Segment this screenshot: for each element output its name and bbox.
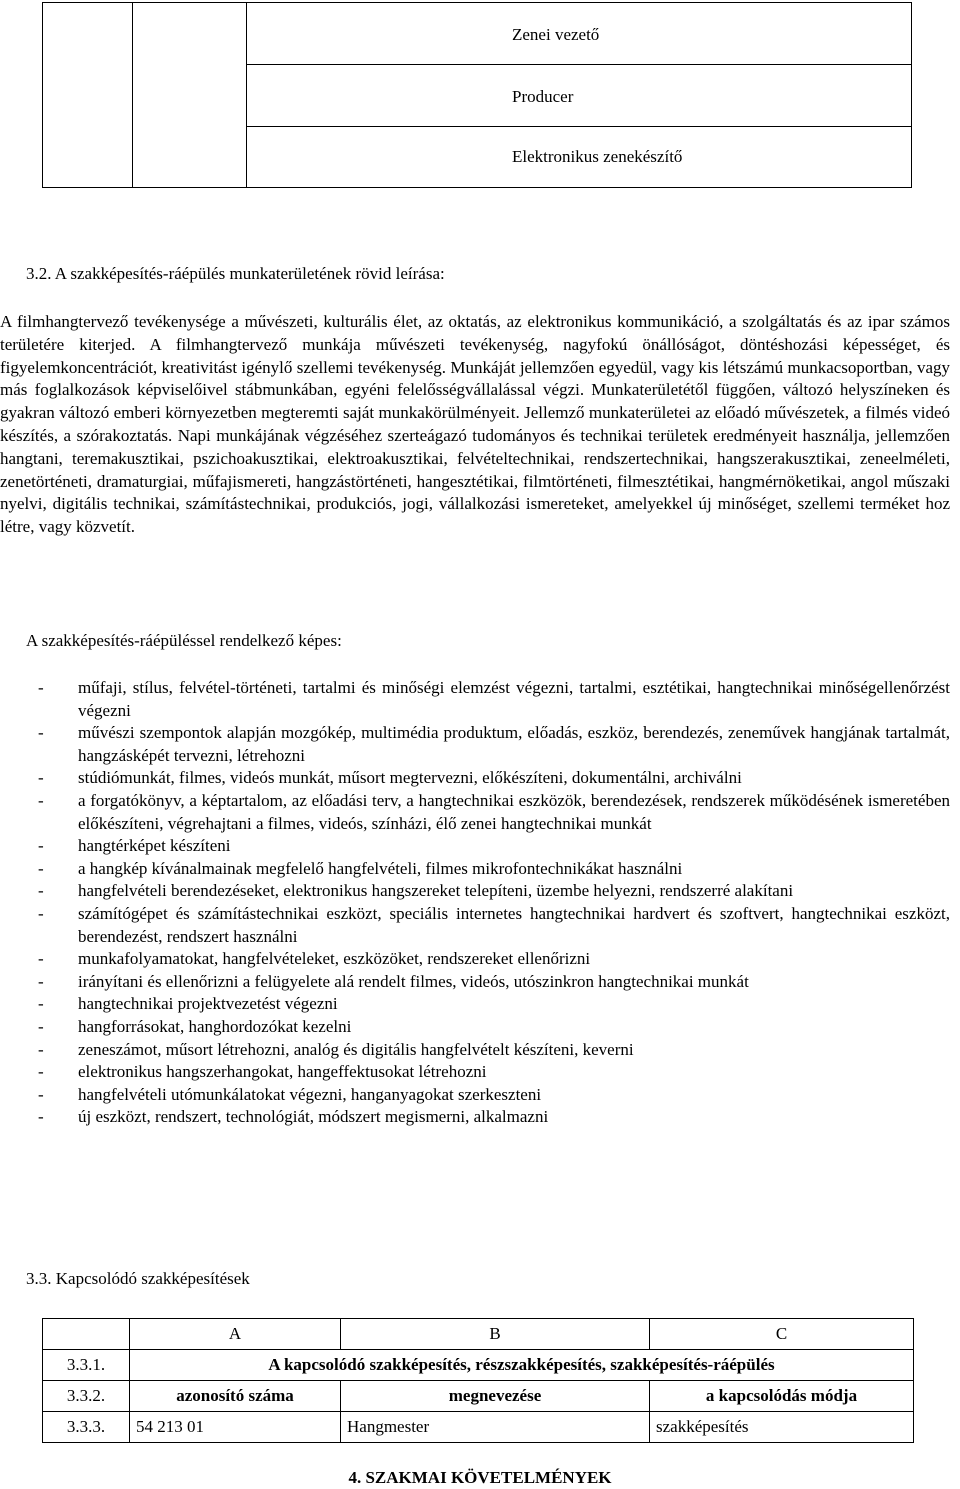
column-header-c: C [650, 1319, 914, 1350]
row-number: 3.3.3. [43, 1412, 130, 1443]
table-row [43, 1381, 914, 1412]
section-3-3-title: 3.3. Kapcsolódó szakképesítések [26, 1269, 250, 1288]
role-zenei-vezeto: Zenei vezető [512, 25, 600, 44]
list-item: - új eszközt, rendszert, technológiát, módszert megismerni, alkalmazni [0, 1106, 950, 1129]
table-cell: 54 213 01 [130, 1412, 341, 1443]
column-header-b: B [341, 1319, 650, 1350]
related-qualifications-table [42, 1318, 914, 1443]
table-cell: A kapcsolódó szakképesítés, részszakképesítés, szakképesítés-ráépülés [130, 1350, 914, 1381]
column-header-a: A [130, 1319, 341, 1350]
section-3-2-title: 3.2. A szakképesítés-ráépülés munkaterületének rövid leírása: [26, 264, 445, 283]
list-item: - műfaji, stílus, felvétel-történeti, tartalmi és minőségi elemzést végezni, tartalmi, esztétikai, hangtechnikai minőségellenőrzést végezni [0, 677, 950, 722]
table-row [43, 1350, 914, 1381]
table-cell: szakképesítés [650, 1412, 914, 1443]
table-cell [43, 1319, 130, 1350]
list-item: - stúdiómunkát, filmes, videós munkát, műsort megtervezni, előkészíteni, dokumentálni, archiválni [0, 767, 950, 790]
list-item: - hangtechnikai projektvezetést végezni [0, 993, 950, 1016]
table-cell: a kapcsolódás módja [650, 1381, 914, 1412]
list-item: - hangfelvételi berendezéseket, elektronikus hangszereket telepíteni, üzembe helyezni, rendszerré alakítani [0, 880, 950, 903]
section-4-title: 4. SZAKMAI KÖVETELMÉNYEK [348, 1468, 612, 1487]
section-3-2-paragraph: A filmhangtervező tevékenysége a művészeti, kulturális élet, az oktatás, az elektronikus kommunikáció, a szolgáltatás és az ipar számos területére kiterjed. A filmhangtervező munkája művészeti tevékenység, nagyfokú önállóságot, döntéshozási képességet, és figyelemkoncentrációt, kreativitást igénylő szellemi tevékenység. Munkáját jellemzően egyedül, vagy kis létszámú munkacsoportban, vagy más foglalkozások képviselőivel stábmunkában, egyéni felelősségvállalással végzi. Munkaterületétől függően, változó helyszíneken és gyakran változó emberi környezetben megteremti saját munkakörülményeit. Jellemző munkaterületei az előadó művészetek, a filmés videó készítés, a szórakoztatás. Napi munkájának végzéséhez szerteágazó tudományos és technikai területek eredményeit használja, jellemzően hangtani, teremakusztikai, pszichoakusztikai, elektroakusztikai, felvételtechnikai, rendszertechnikai, hangszerakusztikai, zeneelméleti, zenetörténeti, dramaturgiai, műfajismereti, hangzástörténeti, hangesztétikai, filmtörténeti, filmesztétikai, hangmérnöketikai, angol műszaki nyelvi, digitális technikai, számítástechnikai, produkciós, jogi, vállalkozási ismereteket, amelyekkel új minőséget, szellemi terméket hoz létre, vagy közvetít. [0, 312, 950, 537]
table-row [43, 1412, 914, 1443]
role-producer: Producer [512, 87, 574, 106]
roles-table-col-1 [42, 2, 132, 188]
list-item: - hangforrásokat, hanghordozókat kezelni [0, 1016, 950, 1039]
row-number: 3.3.1. [43, 1350, 130, 1381]
roles-table [42, 2, 912, 188]
table-row [43, 1319, 914, 1350]
list-item: - munkafolyamatokat, hangfelvételeket, eszközöket, rendszereket ellenőrizni [0, 948, 950, 971]
roles-table-col-2 [132, 2, 246, 188]
list-item: - a hangkép kívánalmainak megfelelő hangfelvételi, filmes mikrofontechnikákat használni [0, 858, 950, 881]
list-item: - hangtérképet készíteni [0, 835, 950, 858]
list-item: - a forgatókönyv, a képtartalom, az előadási terv, a hangtechnikai eszközök, berendezések, rendszerek működésének ismeretében előkészíteni, végrehajtani a filmes, videós, színházi, élő zenei hangtechnikai munkát [0, 790, 950, 835]
roles-table-row [247, 64, 911, 126]
role-elektronikus-zenekeszito: Elektronikus zenekészítő [512, 147, 683, 166]
capabilities-list [0, 677, 960, 1129]
capable-intro: A szakképesítés-ráépüléssel rendelkező képes: [26, 631, 342, 650]
table-cell: Hangmester [341, 1412, 650, 1443]
list-item: - zeneszámot, műsort létrehozni, analóg és digitális hangfelvételt készíteni, keverni [0, 1039, 950, 1062]
row-number: 3.3.2. [43, 1381, 130, 1412]
table-cell: azonosító száma [130, 1381, 341, 1412]
list-item: - hangfelvételi utómunkálatokat végezni, hanganyagokat szerkeszteni [0, 1084, 950, 1107]
table-cell: megnevezése [341, 1381, 650, 1412]
list-item: - számítógépet és számítástechnikai eszközt, speciális internetes hangtechnikai hardvert és szoftvert, hangtechnikai eszközt, berendezést, rendszert használni [0, 903, 950, 948]
list-item: - művészi szempontok alapján mozgókép, multimédia produktum, előadás, eszköz, berendezés, zeneművek hangjának tartalmát, hangzásképét tervezni, létrehozni [0, 722, 950, 767]
list-item: - irányítani és ellenőrizni a felügyelete alá rendelt filmes, videós, utószinkron hangtechnikai munkát [0, 971, 950, 994]
list-item: - elektronikus hangszerhangokat, hangeffektusokat létrehozni [0, 1061, 950, 1084]
